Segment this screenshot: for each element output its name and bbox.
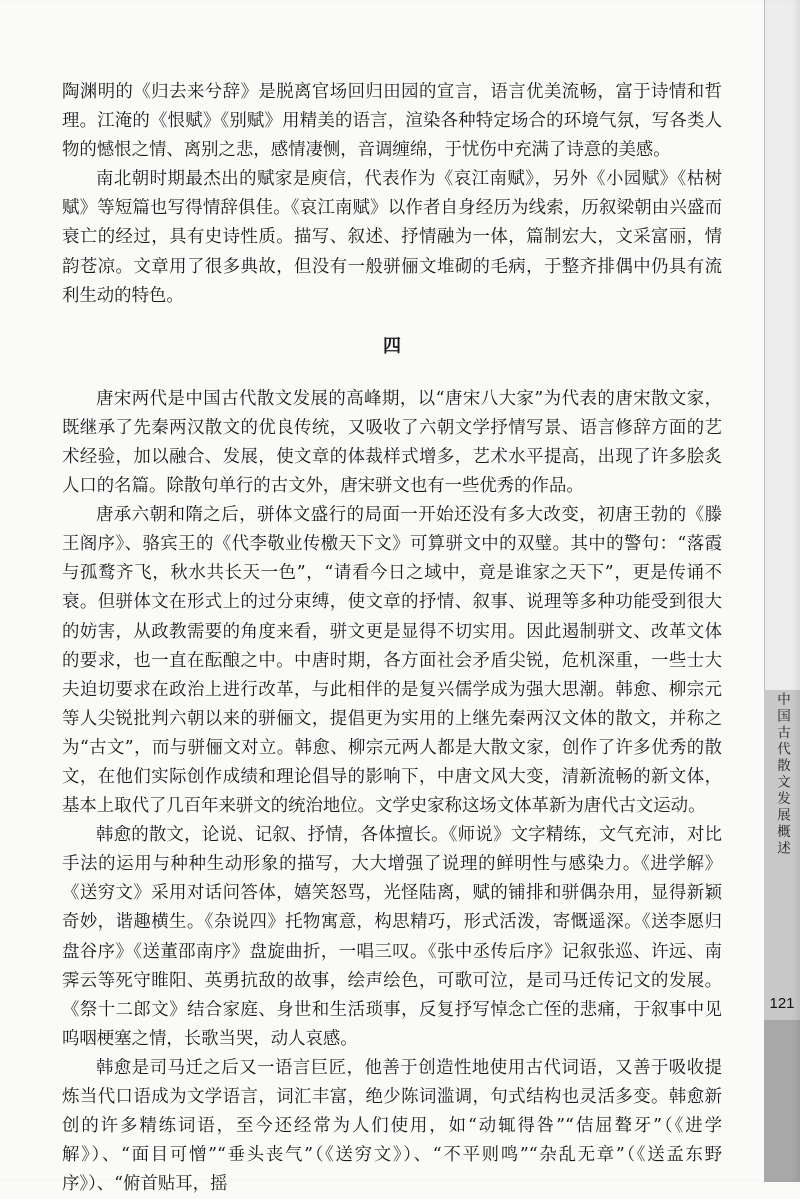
section-number: 四 (383, 335, 401, 357)
paragraph-han-yu-prose: 韩愈的散文，论说、记叙、抒情，各体擅长。《师说》文字精练，文气充沛，对比手法的运用与种种生动形象的描写，大大增强了说理的鲜明性与感染力。《进学解》《送穷文》采用对话问答体，嬉笑怒骂，光怪陆离，赋的铺排和骈偶杂用，显得新颖奇妙，谐趣横生。《杂说四》托物寓意，构思精巧，形式活泼，寄慨遥深。《送李愿归盘谷序》《送董邵南序》盘旋曲折，一唱三叹。《张中丞传后序》记叙张巡、许远、南霁云等死守睢阳、英勇抗敌的故事，绘声绘色，可歌可泣，是司马迁传记文的发展。《祭十二郎文》结合家庭、身世和生活琐事，反复抒写悼念亡侄的悲痛，于叙事中见呜咽梗塞之情，长歌当哭，动人哀感。 (62, 825, 722, 1049)
sidebar-bottom-band (764, 1020, 800, 1182)
page-number: 121 (769, 995, 795, 1012)
paragraph-southern-northern-dynasties: 南北朝时期最杰出的赋家是庾信，代表作为《哀江南赋》，另外《小园赋》《枯树赋》等短篇也写得情辞俱佳。《哀江南赋》以作者自身经历为线索，历叙梁朝由兴盛而衰亡的经过，具有史诗性质。描写、叙述、抒情融为一体，篇制宏大，文采富丽，情韵苍凉。文章用了很多典故，但没有一般骈俪文堆砌的毛病，于整齐排偶中仍具有流利生动的特色。 (62, 169, 722, 306)
paragraph-continued: 陶渊明的《归去来兮辞》是脱离官场回归田园的宣言，语言优美流畅，富于诗情和哲理。江淹的《恨赋》《别赋》用精美的语言，渲染各种特定场合的环境气氛，写各类人物的憾恨之情、离别之悲，感情凄恻，音调缠绵，于忧伤中充满了诗意的美感。 (62, 82, 722, 161)
running-title: 中国古代散文发展概述 (774, 692, 790, 857)
sidebar-top-band (764, 0, 800, 690)
paragraph-guwen-movement: 唐承六朝和隋之后，骈体文盛行的局面一开始还没有多大改变，初唐王勃的《滕王阁序》、骆宾王的《代李敬业传檄天下文》可算骈文中的双璧。其中的警句：“落霞与孤鹜齐飞，秋水共长天一色”，“请看今日之域中，竟是谁家之天下”，更是传诵不衰。但骈体文在形式上的过分束缚，使文章的抒情、叙事、说理等多种功能受到很大的妨害，从政教需要的角度来看，骈文更是显得不切实用。因此遏制骈文、改革文体的要求，也一直在酝酿之中。中唐时期，各方面社会矛盾尖锐，危机深重，一些士大夫迫切要求在政治上进行改革，与此相伴的是复兴儒学成为强大思潮。韩愈、柳宗元等人尖锐批判六朝以来的骈俪文，提倡更为实用的上继先秦两汉文体的散文，并称之为“古文”，而与骈俪文对立。韩愈、柳宗元两人都是大散文家，创作了许多优秀的散文，在他们实际创作成绩和理论倡导的影响下，中唐文风大变，清新流畅的新文体，基本上取代了几百年来骈文的统治地位。文学史家称这场文体革新为唐代古文运动。 (62, 505, 722, 817)
paragraph-han-yu-language: 韩愈是司马迁之后又一语言巨匠，他善于创造性地使用古代词语，又善于吸收提炼当代口语成为文学语言，词汇丰富，绝少陈词滥调，句式结构也灵活多变。韩愈新创的许多精练词语，至今还经常为人们使用，如“动辄得咎”“佶屈聱牙”（《进学解》）、“面目可憎”“垂头丧气”（《送穷文》）、“不平则鸣”“杂乱无章”（《送孟东野序》）、“俯首贴耳，摇 (62, 1057, 722, 1195)
paragraph-tang-song-intro: 唐宋两代是中国古代散文发展的高峰期，以“唐宋八大家”为代表的唐宋散文家，既继承了先秦两汉散文的优良传统，又吸收了六朝文学抒情写景、语言修辞方面的艺术经验，加以融合、发展，使文章的体裁样式增多，艺术水平提高，出现了许多脍炙人口的名篇。除散句单行的古文外，唐宋骈文也有一些优秀的作品。 (62, 388, 722, 497)
page-body (62, 78, 722, 1199)
